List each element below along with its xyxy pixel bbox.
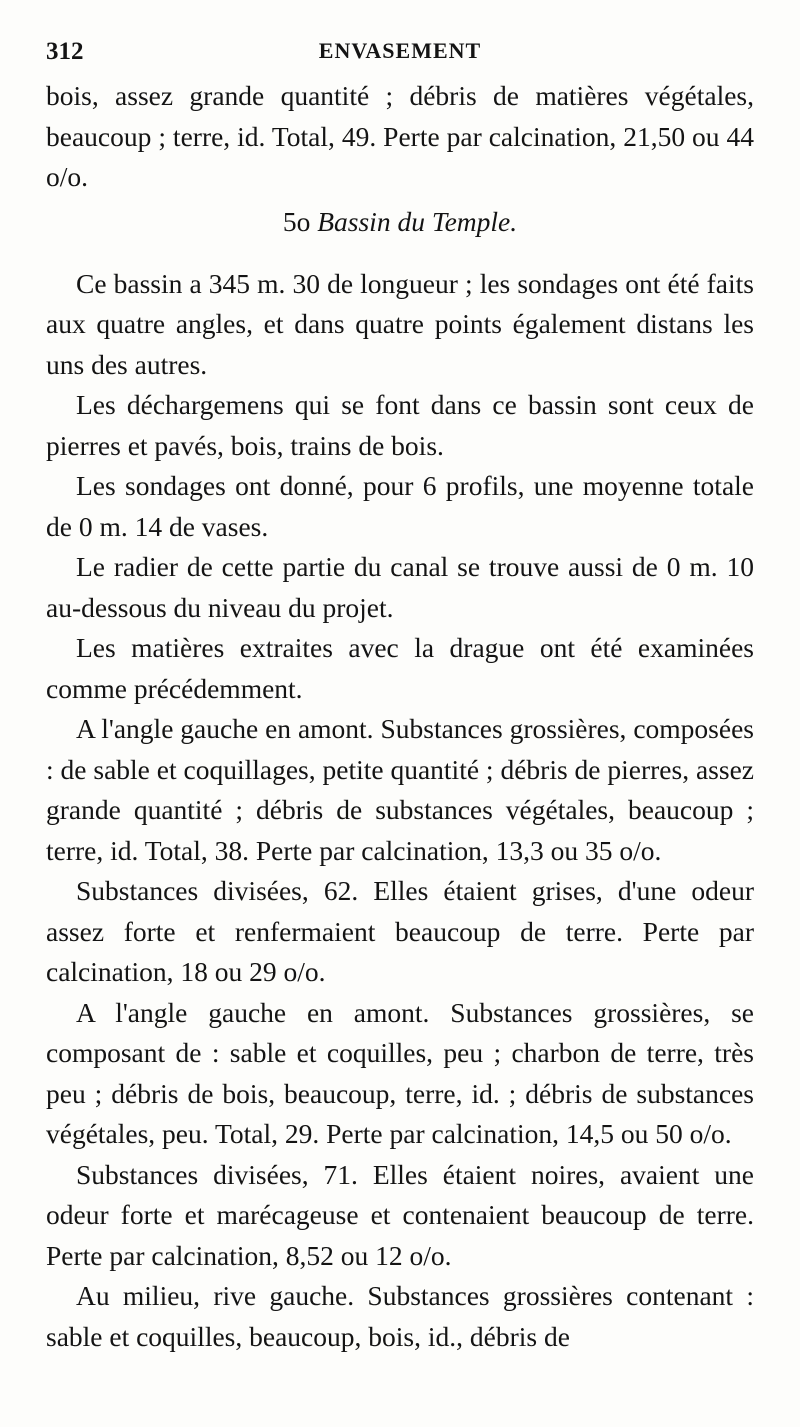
section-title: Bassin du Temple. [317,205,518,237]
page-number: 312 [46,38,84,65]
continuation-paragraph: bois, assez grande quantité ; débris de matières végétales, beaucoup ; terre, id. Total, 49. Perte par calcination, 21,50 ou 44 o/o. [46,80,754,192]
paragraph: Au milieu, rive gauche. Substances grossières contenant : sable et coquilles, beaucoup, bois, id., débris de [46,1280,754,1352]
paragraph: Les matières extraites avec la drague ont été examinées comme précédemment. [46,632,754,704]
paragraph: Ce bassin a 345 m. 30 de longueur ; les sondages ont été faits aux quatre angles, et dans quatre points également distans les uns des autres. [46,267,754,380]
paragraph: Substances divisées, 71. Elles étaient noires, avaient une odeur forte et marécageuse et contenaient beaucoup de terre. Perte par calcination, 8,52 ou 12 o/o. [46,1158,754,1271]
paragraph: Substances divisées, 62. Elles étaient grises, d'une odeur assez forte et renfermaient beaucoup de terre. Perte par calcination, 18 ou 29 o/o. [46,875,754,987]
section-number: 5o [282,205,311,237]
page-header [46,38,754,72]
section-heading [46,198,754,264]
paragraph: Les déchargemens qui se font dans ce bassin sont ceux de pierres et pavés, bois, trains de bois. [46,389,754,461]
running-title: ENVASEMENT [318,38,482,63]
paragraph: Le radier de cette partie du canal se trouve aussi de 0 m. 10 au-dessous du niveau du projet. [46,551,754,623]
paragraph: Les sondages ont donné, pour 6 profils, une moyenne totale de 0 m. 14 de vases. [46,470,754,542]
paragraph: A l'angle gauche en amont. Substances grossières, se composant de : sable et coquilles, peu ; charbon de terre, très peu ; débris de bois, beaucoup, terre, id. ; débris de substances végétales, peu. Total, 29. Perte par calcination, 14,5 ou 50 o/o. [46,996,754,1149]
paragraph: A l'angle gauche en amont. Substances grossières, composées : de sable et coquillages, petite quantité ; débris de pierres, assez grande quantité ; débris de substances végétales, beaucoup ; terre, id. Total, 38. Perte par calcination, 13,3 ou 35 o/o. [46,713,754,866]
page-body [46,76,754,1357]
